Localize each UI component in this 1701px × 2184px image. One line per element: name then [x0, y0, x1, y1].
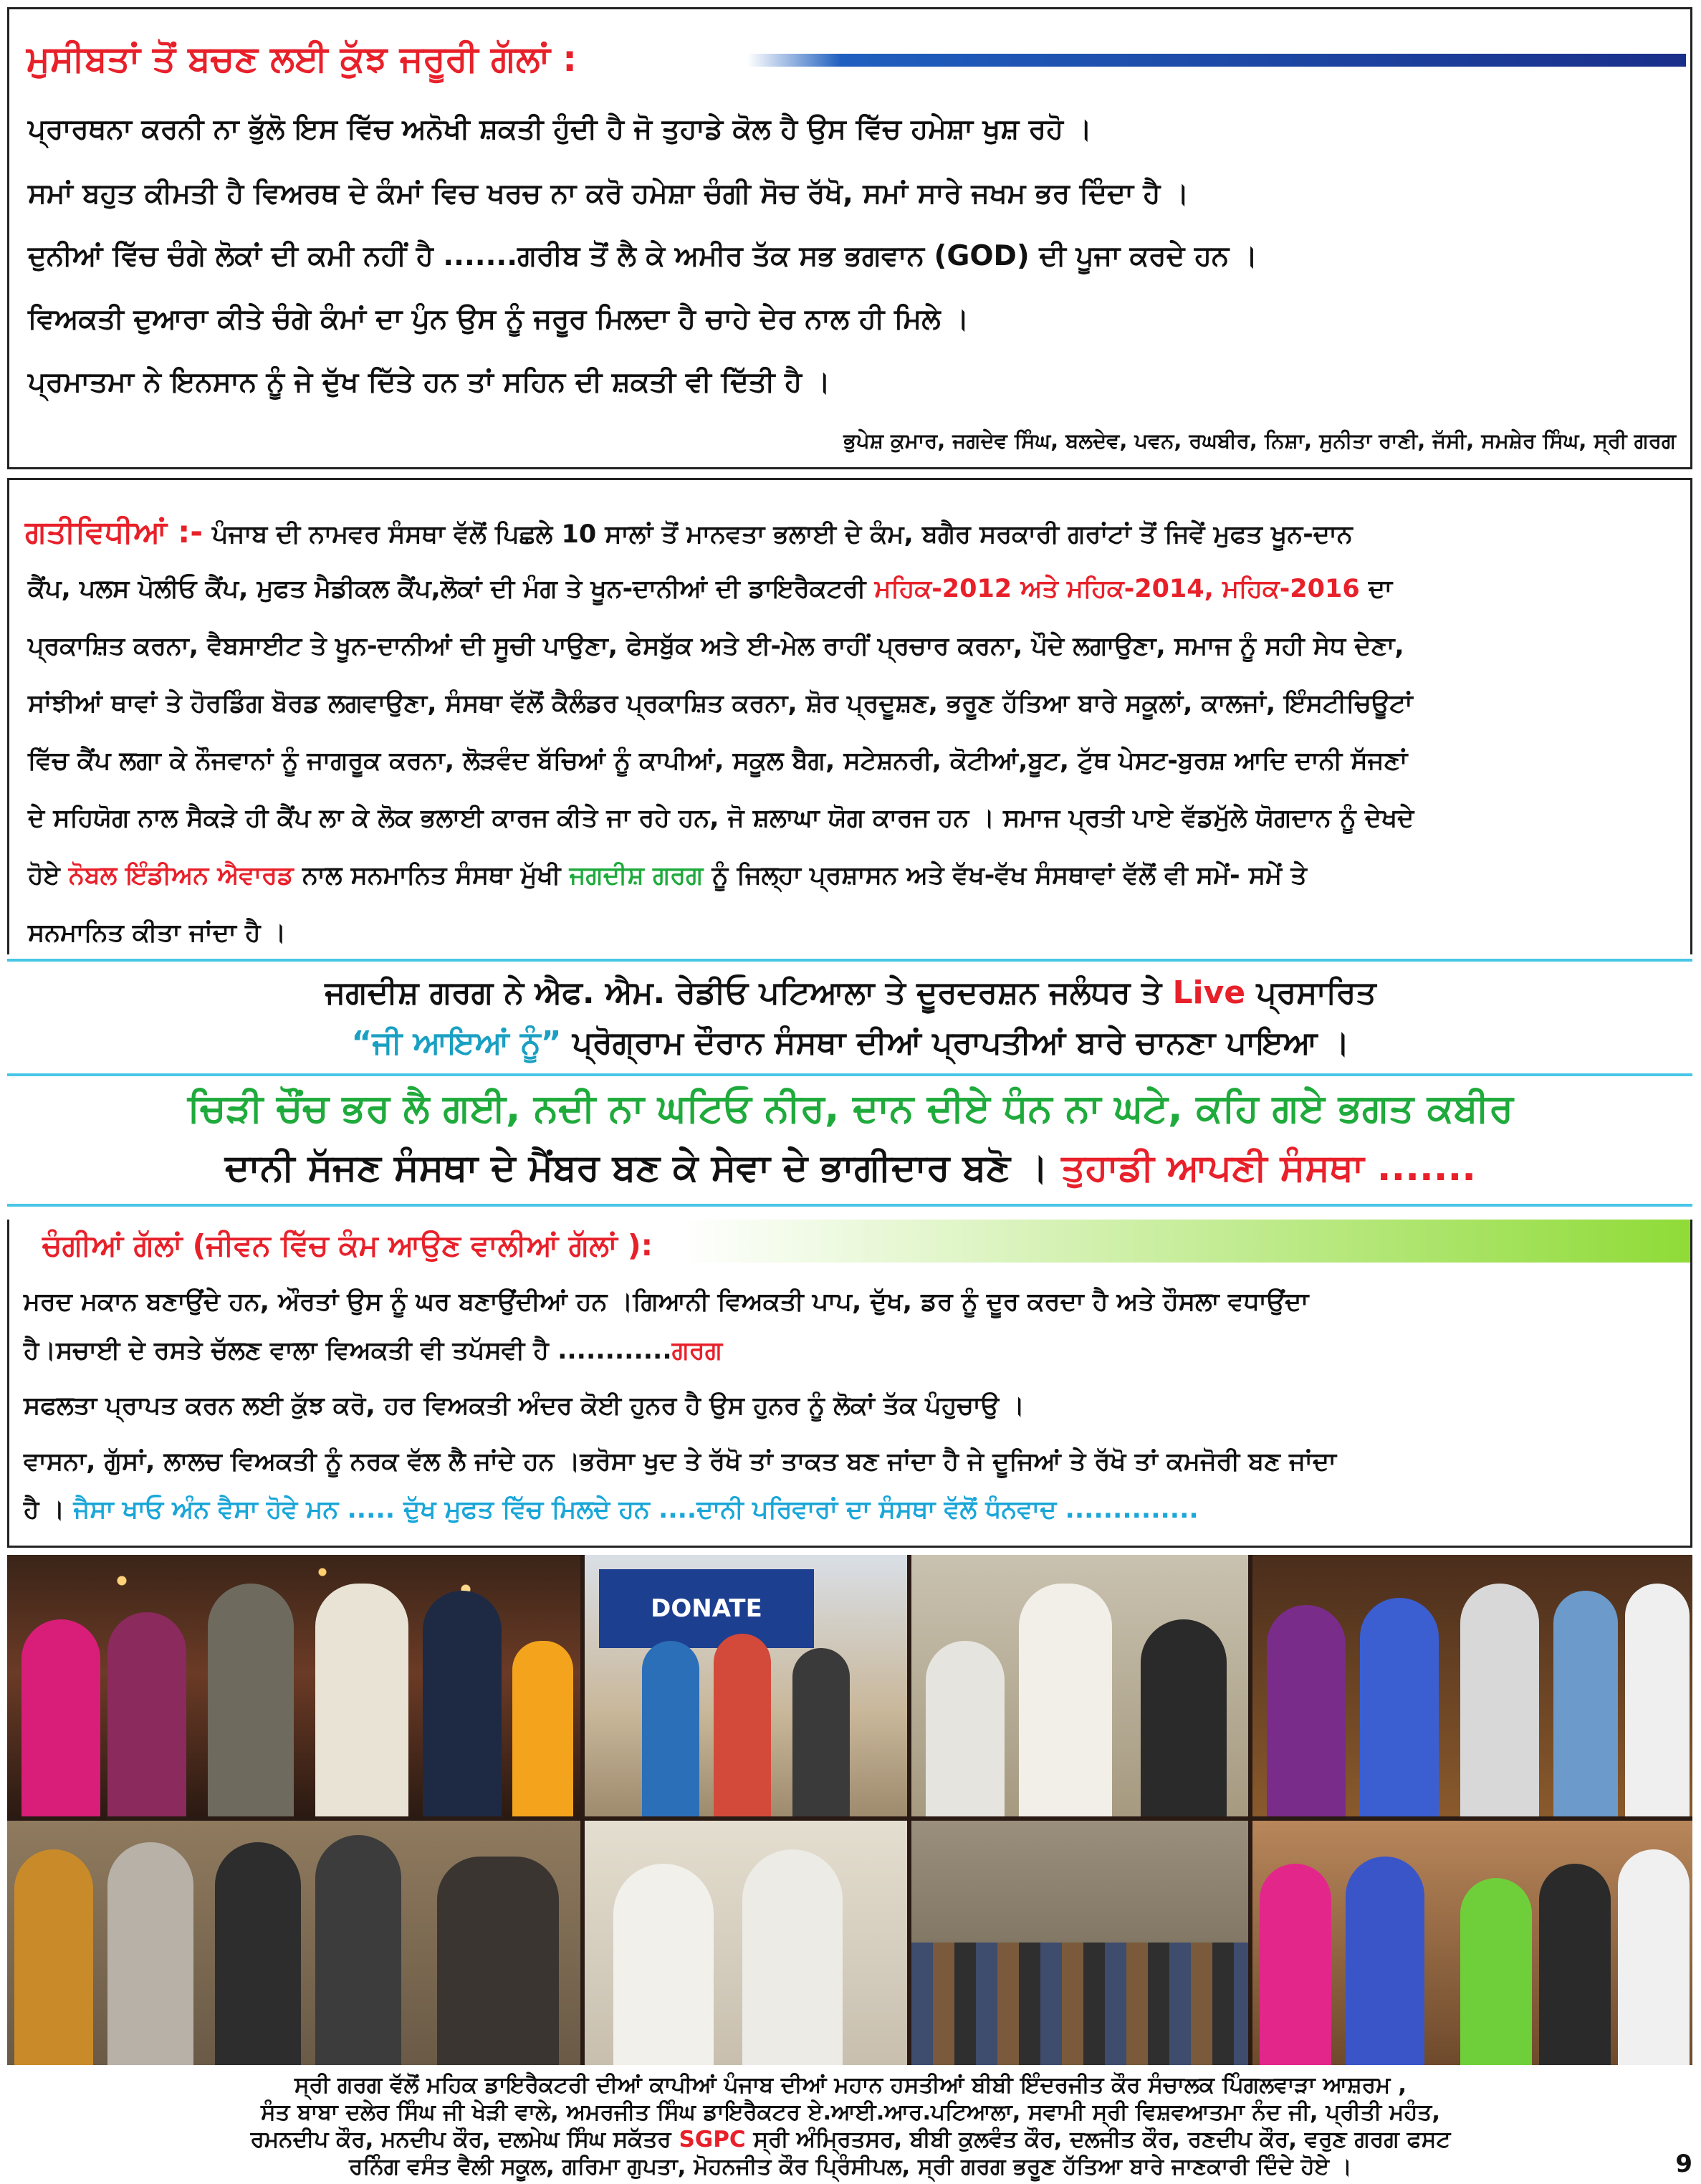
person-figure [423, 1591, 502, 1816]
person-figure [1141, 1619, 1227, 1816]
photo-collage [7, 1555, 1692, 2065]
activities-text-7e: ਨੂੰ ਜਿਲ੍ਹਾ ਪ੍ਰਸ਼ਾਸਨ ਅਤੇ ਵੱਖ-ਵੱਖ ਸੰਸਥਾਵਾਂ ਵੱਲੋਂ ਵੀ ਸਮੇਂ- ਸਮੇਂ ਤੇ [711, 861, 1307, 890]
activities-line-3: ਪ੍ਰਕਾਸ਼ਿਤ ਕਰਨਾ, ਵੈਬਸਾਈਟ ਤੇ ਖੂਨ-ਦਾਨੀਆਂ ਦੀ ਸੂਚੀ ਪਾਉਣਾ, ਫੇਸਬੁੱਕ ਅਤੇ ਈ-ਮੇਲ ਰਾਹੀਂ ਪ੍ਰਚਾਰ ਕਰਨਾ, ਪੌਦੇ ਲਗਾਉਣਾ, ਸਮਾਜ ਨੂੰ ਸਹੀ ਸੇਧ ਦੇਣਾ, [28, 632, 1404, 661]
activities-label: ਗਤੀਵਿਧੀਆਂ :- [25, 514, 203, 550]
person-figure [14, 1849, 93, 2065]
photo-2 [585, 1555, 907, 1816]
person-figure [926, 1641, 1005, 1816]
tip-line-2: ਸਮਾਂ ਬਹੁਤ ਕੀਮਤੀ ਹੈ ਵਿਅਰਥ ਦੇ ਕੰਮਾਂ ਵਿਚ ਖਰਚ ਨਾ ਕਰੋ ਹਮੇਸ਼ਾ ਚੰਗੀ ਸੋਚ ਰੱਖੋ, ਸਮਾਂ ਸਾਰੇ ਜਖਮ ਭਰ ਦਿੰਦਾ ਹੈ । [28, 178, 1189, 210]
person-figure [215, 1842, 301, 2065]
person-figure [613, 1864, 714, 2065]
person-figure [107, 1842, 193, 2065]
sgpc-label: SGPC [679, 2127, 746, 2152]
mahik-directory-editions: ਮਹਿਕ-2012 ਅਤੇ ਮਹਿਕ-2014, ਮਹਿਕ-2016 [874, 575, 1360, 603]
award-name: ਨੋਬਲ ਇੰਡੀਅਨ ਐਵਾਰਡ [68, 861, 294, 890]
tip-line-1: ਪ੍ਰਾਰਥਨਾ ਕਰਨੀ ਨਾ ਭੁੱਲੋ ਇਸ ਵਿੱਚ ਅਨੋਖੀ ਸ਼ਕਤੀ ਹੁੰਦੀ ਹੈ ਜੋ ਤੁਹਾਡੇ ਕੋਲ ਹੈ ਉਸ ਵਿੱਚ ਹਮੇਸ਼ਾ ਖੁਸ਼ ਰਹੋ । [28, 113, 1092, 145]
program-name: “ਜੀ ਆਇਆਂ ਨੂੰ” [351, 1025, 562, 1061]
caption-line-3b [0, 2127, 1701, 2153]
audience [911, 1943, 1248, 2065]
person-figure [1019, 1584, 1112, 1816]
divider-cyan-2 [7, 1073, 1692, 1076]
person-figure [1346, 1857, 1424, 2065]
page-number: 9 [1675, 2150, 1692, 2178]
person-figure [437, 1857, 559, 2065]
photo-8 [1252, 1821, 1692, 2065]
person-figure [315, 1835, 401, 2065]
activities-text-7c: ਨਾਲ ਸਨਮਾਨਿਤ ਸੰਸਥਾ ਮੁੱਖੀ [302, 861, 561, 890]
saying-line-1: ਮਰਦ ਮਕਾਨ ਬਣਾਉਂਦੇ ਹਨ, ਔਰਤਾਂ ਉਸ ਨੂੰ ਘਰ ਬਣਾਉਂਦੀਆਂ ਹਨ ।ਗਿਆਨੀ ਵਿਅਕਤੀ ਪਾਪ, ਦੁੱਖ, ਡਰ ਨੂੰ ਦੂਰ ਕਰਦਾ ਹੈ ਅਤੇ ਹੌਸਲਾ ਵਧਾਉਂਦਾ [24, 1288, 1309, 1316]
saying-text-2a: ਹੈ।ਸਚਾਈ ਦੇ ਰਸਤੇ ਚੱਲਣ ਵਾਲਾ ਵਿਅਕਤੀ ਵੀ ਤਪੱਸਵੀ ਹੈ ............ [24, 1336, 672, 1365]
caption-text-3a: ਰਮਨਦੀਪ ਕੌਰ, ਮਨਦੀਪ ਕੌਰ, ਦਲਮੇਘ ਸਿੰਘ ਸਕੱਤਰ [250, 2127, 671, 2152]
event-banner [599, 1569, 814, 1648]
saying-line-3: ਸਫਲਤਾ ਪ੍ਰਾਪਤ ਕਰਨ ਲਈ ਕੁੱਝ ਕਰੋ, ਹਰ ਵਿਅਕਤੀ ਅੰਦਰ ਕੋਈ ਹੁਨਰ ਹੈ ਉਸ ਹੁਨਰ ਨੂੰ ਲੋਕਾਂ ਤੱਕ ਪੰਹੁਚਾਉ । [24, 1392, 1025, 1420]
photo-4 [1252, 1555, 1692, 1816]
person-figure [742, 1849, 843, 2065]
person-figure [642, 1641, 699, 1816]
photo-5 [7, 1821, 580, 2065]
saying-text-5b: ਜੈਸਾ ਖਾਓ ਅੰਨ ਵੈਸਾ ਹੋਵੇ ਮਨ ..... ਦੁੱਖ ਮੁਫਤ ਵਿੱਚ ਮਿਲਦੇ ਹਨ ....ਦਾਨੀ ਪਰਿਵਾਰਾਂ ਦਾ ਸੰਸਥਾ ਵੱਲੋਂ ਧੰਨਵਾਦ .............. [73, 1495, 1199, 1524]
activities-text-2a: ਕੈਂਪ, ਪਲਸ ਪੋਲੀਓ ਕੈਂਪ, ਮੁਫਤ ਮੈਡੀਕਲ ਕੈਂਪ,ਲੋਕਾਂ ਦੀ ਮੰਗ ਤੇ ਖੂਨ-ਦਾਨੀਆਂ ਦੀ ਡਾਇਰੈਕਟਰੀ [28, 575, 866, 603]
person-figure [1539, 1864, 1611, 2065]
photo-1 [7, 1555, 580, 1816]
tips-box [7, 7, 1692, 469]
broadcast-line-1 [0, 974, 1701, 1011]
banner-text: DONATE [651, 1594, 762, 1623]
activities-box [7, 478, 1692, 954]
activities-line-2 [28, 575, 1392, 603]
activities-line-7 [28, 861, 1307, 890]
kabir-couplet: ਚਿੜੀ ਚੌਂਚ ਭਰ ਲੈ ਗਈ, ਨਦੀ ਨਾ ਘਟਿਓ ਨੀਰ, ਦਾਨ ਦੀਏ ਧੰਨ ਨਾ ਘਟੇ, ਕਹਿ ਗਏ ਭਗਤ ਕਬੀਰ [187, 1086, 1514, 1131]
person-figure [315, 1584, 408, 1816]
membership-text: ਦਾਨੀ ਸੱਜਣ ਸੰਸਥਾ ਦੇ ਮੈਂਬਰ ਬਣ ਕੇ ਸੇਵਾ ਦੇ ਭਾਗੀਦਾਰ ਬਣੋ । [224, 1146, 1049, 1189]
divider-cyan-3 [7, 1204, 1692, 1207]
activities-text-2c: ਦਾ [1368, 575, 1393, 603]
activities-text-1: ਪੰਜਾਬ ਦੀ ਨਾਮਵਰ ਸੰਸਥਾ ਵੱਲੋਂ ਪਿਛਲੇ 10 ਸਾਲਾਂ ਤੋਂ ਮਾਨਵਤਾ ਭਲਾਈ ਦੇ ਕੰਮ, ਬਗੈਰ ਸਰਕਾਰੀ ਗਰਾਂਟਾਂ ਤੋਂ ਜਿਵੇਂ ਮੁਫਤ ਖੂਨ-ਦਾਨ [212, 520, 1353, 549]
photo-6 [585, 1821, 907, 2065]
person-figure [1260, 1864, 1331, 2065]
person-figure [1460, 1878, 1532, 2065]
membership-appeal [0, 1146, 1701, 1190]
your-own-organisation: ਤੁਹਾਡੀ ਆਪਣੀ ਸੰਸਥਾ ....... [1061, 1146, 1477, 1189]
caption-text-3c: ਸ੍ਰੀ ਅੰਮ੍ਰਿਤਸਰ, ਬੀਬੀ ਕੁਲਵੰਤ ਕੌਰ, ਦਲਜੀਤ ਕੌਰ, ਰਣਦੀਪ ਕੌਰ, ਵਰੁਣ ਗਰਗ ਫਸਟ [753, 2127, 1451, 2152]
broadcast-text-1: ਜਗਦੀਸ਼ ਗਰਗ ਨੇ ਐਫ. ਐਮ. ਰੇਡੀਓ ਪਟਿਆਲਾ ਤੇ ਦੂਰਦਰਸ਼ਨ ਜਲੰਧਰ ਤੇ [325, 974, 1162, 1011]
broadcast-line-2 [0, 1025, 1701, 1061]
person-figure [1460, 1584, 1539, 1816]
saying-line-5 [24, 1495, 1199, 1524]
person-figure [1267, 1605, 1346, 1816]
saying-line-4: ਵਾਸਨਾ, ਗੁੱਸਾਂ, ਲਾਲਚ ਵਿਅਕਤੀ ਨੂੰ ਨਰਕ ਵੱਲ ਲੈ ਜਾਂਦੇ ਹਨ ।ਭਰੋਸਾ ਖੁਦ ਤੇ ਰੱਖੋ ਤਾਂ ਤਾਕਤ ਬਣ ਜਾਂਦਾ ਹੈ ਜੇ ਦੂਜਿਆਂ ਤੇ ਰੱਖੋ ਤਾਂ ਕਮਜੋਰੀ ਬਣ ਜਾਂਦਾ [24, 1447, 1337, 1476]
tip-line-4: ਵਿਅਕਤੀ ਦੁਆਰਾ ਕੀਤੇ ਚੰਗੇ ਕੰਮਾਂ ਦਾ ਪੁੰਨ ਉਸ ਨੂੰ ਜਰੂਰ ਮਿਲਦਾ ਹੈ ਚਾਹੇ ਦੇਰ ਨਾਲ ਹੀ ਮਿਲੇ । [28, 303, 969, 335]
person-figure [1625, 1584, 1690, 1816]
saying-text-5a: ਹੈ । [24, 1495, 65, 1524]
activities-line-5: ਵਿੱਚ ਕੈਂਪ ਲਗਾ ਕੇ ਨੌਜਵਾਨਾਂ ਨੂੰ ਜਾਗਰੂਕ ਕਰਨਾ, ਲੋੜਵੰਦ ਬੱਚਿਆਂ ਨੂੰ ਕਾਪੀਆਂ, ਸਕੂਲ ਬੈਗ, ਸਟੇਸ਼ਨਰੀ, ਕੋਟੀਆਂ,ਬੂਟ, ਟੁੱਥ ਪੇਸਟ-ਬੁਰਸ਼ ਆਦਿ ਦਾਨੀ ਸੱਜਣਾਂ [28, 747, 1408, 775]
good-sayings-box [7, 1220, 1692, 1548]
live-word: Live [1172, 974, 1246, 1011]
photo-3 [911, 1555, 1248, 1816]
person-figure [792, 1648, 850, 1816]
activities-line-6: ਦੇ ਸਹਿਯੋਗ ਨਾਲ ਸੈਕੜੇ ਹੀ ਕੈਂਪ ਲਾ ਕੇ ਲੋਕ ਭਲਾਈ ਕਾਰਜ ਕੀਤੇ ਜਾ ਰਹੇ ਹਨ, ਜੋ ਸ਼ਲਾਘਾ ਯੋਗ ਕਾਰਜ ਹਨ । ਸਮਾਜ ਪ੍ਰਤੀ ਪਾਏ ਵੱਡਮੁੱਲੇ ਯੋਗਦਾਨ ਨੂੰ ਦੇਖਦੇ [28, 804, 1414, 833]
heading-underline-bar [747, 54, 1686, 67]
person-figure [107, 1612, 186, 1816]
caption-line-1: ਸ੍ਰੀ ਗਰਗ ਵੱਲੋਂ ਮਹਿਕ ਡਾਇਰੈਕਟਰੀ ਦੀਆਂ ਕਾਪੀਆਂ ਪੰਜਾਬ ਦੀਆਂ ਮਹਾਨ ਹਸਤੀਆਂ ਬੀਬੀ ਇੰਦਰਜੀਤ ਕੌਰ ਸੰਚਾਲਕ ਪਿੰਗਲਵਾੜਾ ਆਸ਼ਰਮ , [294, 2072, 1407, 2098]
person-figure [1553, 1591, 1618, 1816]
activities-text-7a: ਹੋਏ [28, 861, 60, 890]
good-sayings-heading: ਚੰਗੀਆਂ ਗੱਲਾਂ (ਜੀਵਨ ਵਿੱਚ ਕੰਮ ਆਉਣ ਵਾਲੀਆਂ ਗੱਲਾਂ ): [42, 1228, 653, 1263]
person-figure [512, 1641, 573, 1816]
caption-line-2: ਸੰਤ ਬਾਬਾ ਦਲੇਰ ਸਿੰਘ ਜੀ ਖੇੜੀ ਵਾਲੇ, ਅਮਰਜੀਤ ਸਿੰਘ ਡਾਇਰੈਕਟਰ ਏ.ਆਈ.ਆਰ.ਪਟਿਆਲਾ, ਸਵਾਮੀ ਸ੍ਰੀ ਵਿਸ਼ਵਆਤਮਾ ਨੰਦ ਜੀ, ਪ੍ਰੀਤੀ ਮਹੰਤ, [260, 2099, 1441, 2125]
person-figure [714, 1634, 771, 1816]
person-figure [1618, 1849, 1690, 2065]
person-figure [21, 1619, 100, 1816]
saying-line-2 [24, 1336, 722, 1365]
activities-line-8: ਸਨਮਾਨਿਤ ਕੀਤਾ ਜਾਂਦਾ ਹੈ । [28, 919, 287, 947]
activities-line-4: ਸਾਂਝੀਆਂ ਥਾਵਾਂ ਤੇ ਹੋਰਡਿੰਗ ਬੋਰਡ ਲਗਵਾਉਣਾ, ਸੰਸਥਾ ਵੱਲੋਂ ਕੈਲੰਡਰ ਪ੍ਰਕਾਸ਼ਿਤ ਕਰਨਾ, ਸ਼ੋਰ ਪ੍ਰਦੂਸ਼ਣ, ਭਰੂਣ ਹੱਤਿਆ ਬਾਰੇ ਸਕੂਲਾਂ, ਕਾਲਜਾਂ, ਇੰਸਟੀਚਿਊਟਾਂ [28, 689, 1413, 718]
activities-line-1 [25, 514, 1353, 550]
tips-heading: ਮੁਸੀਬਤਾਂ ਤੋਂ ਬਚਣ ਲਈ ਕੁੱਝ ਜਰੂਰੀ ਗੱਲਾਂ : [27, 38, 578, 80]
broadcast-text-1b: ਪ੍ਰਸਾਰਿਤ [1256, 974, 1376, 1011]
divider-cyan-1 [7, 959, 1692, 962]
tips-credits: ਭੁਪੇਸ਼ ਕੁਮਾਰ, ਜਗਦੇਵ ਸਿੰਘ, ਬਲਦੇਵ, ਪਵਨ, ਰਘਬੀਰ, ਨਿਸ਼ਾ, ਸੁਨੀਤਾ ਰਾਣੀ, ਜੱਸੀ, ਸਮਸ਼ੇਰ ਸਿੰਘ, ਸ੍ਰੀ ਗਰਗ [843, 428, 1676, 453]
broadcast-text-2: ਪ੍ਰੋਗ੍ਰਾਮ ਦੌਰਾਨ ਸੰਸਥਾ ਦੀਆਂ ਪ੍ਰਾਪਤੀਆਂ ਬਾਰੇ ਚਾਨਣਾ ਪਾਇਆ । [572, 1025, 1350, 1061]
tip-line-3: ਦੁਨੀਆਂ ਵਿੱਚ ਚੰਗੇ ਲੋਕਾਂ ਦੀ ਕਮੀ ਨਹੀਂ ਹੈ .......ਗਰੀਬ ਤੋਂ ਲੈ ਕੇ ਅਮੀਰ ਤੱਕ ਸਭ ਭਗਵਾਨ (GOD) ਦੀ ਪੂਜਾ ਕਰਦੇ ਹਨ । [28, 240, 1258, 272]
saying-author: ਗਰਗ [671, 1336, 723, 1365]
caption-line-4: ਰਨਿੰਗ ਵਸੰਤ ਵੈਲੀ ਸਕੂਲ, ਗਰਿਮਾ ਗੁਪਤਾ, ਮੋਹਨਜੀਤ ਕੌਰ ਪ੍ਰਿੰਸੀਪਲ, ਸ੍ਰੀ ਗਰਗ ਭਰੂਣ ਹੱਤਿਆ ਬਾਰੇ ਜਾਣਕਾਰੀ ਦਿੰਦੇ ਹੋਏ । [349, 2154, 1352, 2180]
photo-7 [911, 1821, 1248, 2065]
person-figure [208, 1584, 294, 1816]
tip-line-5: ਪ੍ਰਮਾਤਮਾ ਨੇ ਇਨਸਾਨ ਨੂੰ ਜੇ ਦੁੱਖ ਦਿੱਤੇ ਹਨ ਤਾਂ ਸਹਿਨ ਦੀ ਸ਼ਕਤੀ ਵੀ ਦਿੱਤੀ ਹੈ । [28, 366, 830, 398]
person-figure [1360, 1598, 1439, 1816]
founder-name: ਜਗਦੀਸ਼ ਗਰਗ [569, 861, 704, 890]
